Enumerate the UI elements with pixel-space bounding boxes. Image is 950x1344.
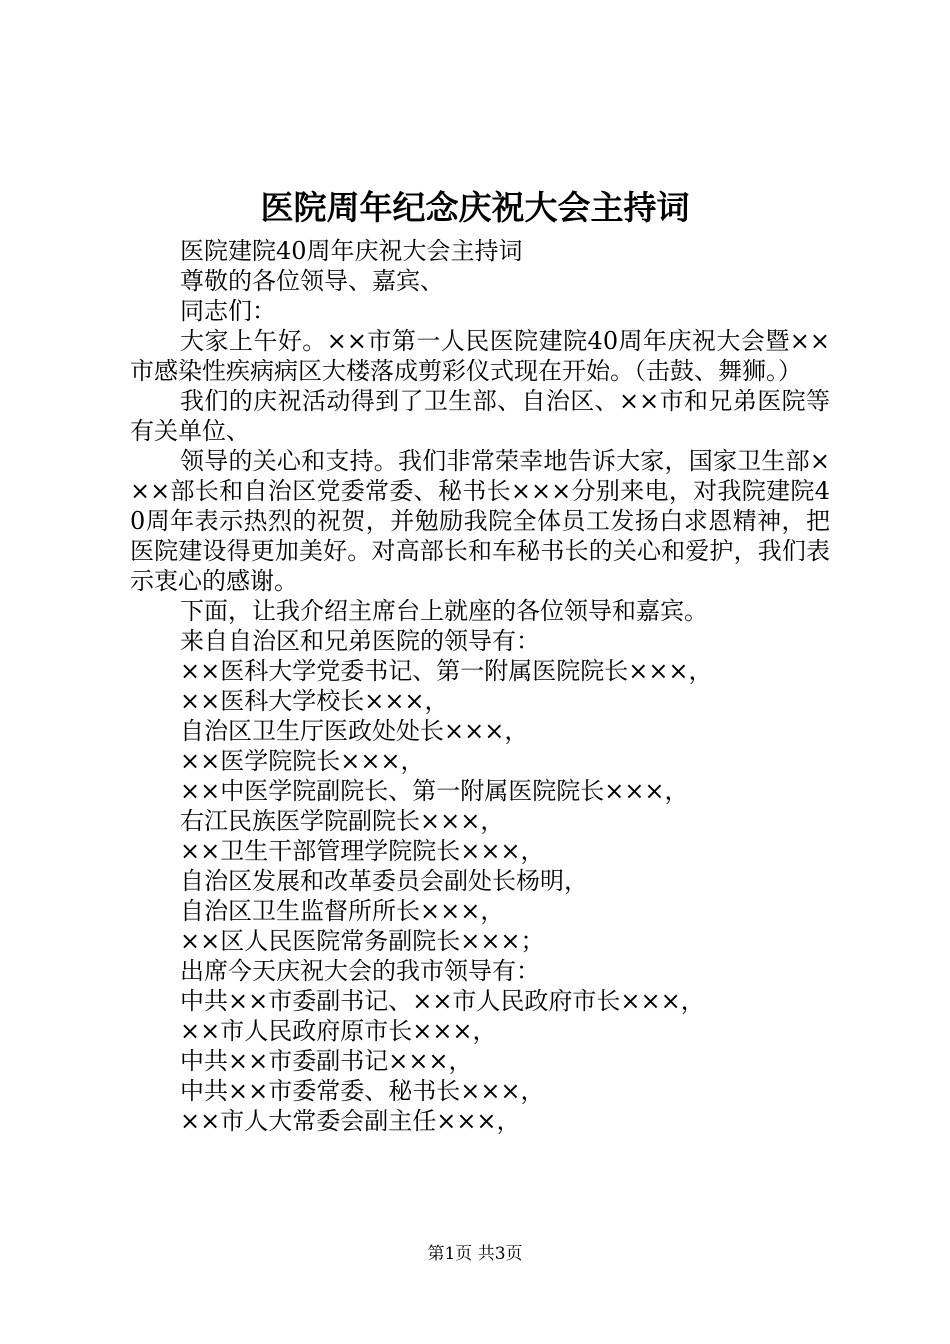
- paragraph: ××中医学院副院长、第一附属医院院长×××，: [180, 777, 689, 805]
- paragraph: ××市人大常委会副主任×××，: [180, 1107, 521, 1135]
- paragraph: 自治区发展和改革委员会副处长杨明，: [180, 867, 588, 895]
- document-title: 医院周年纪念庆祝大会主持词: [260, 188, 690, 227]
- paragraph: 我们的庆祝活动得到了卫生部、自治区、××市和兄弟医院等有关单位、: [130, 387, 830, 445]
- paragraph: ××区人民医院常务副院长×××；: [180, 927, 545, 955]
- paragraph: ××医学院院长×××，: [180, 747, 425, 775]
- paragraph: 来自自治区和兄弟医院的领导有：: [180, 627, 540, 655]
- paragraph: ××市人民政府原市长×××，: [180, 1017, 497, 1045]
- paragraph: 右江民族医学院副院长×××，: [180, 807, 505, 835]
- paragraph: 同志们：: [180, 297, 276, 325]
- paragraph: 尊敬的各位领导、嘉宾、: [180, 267, 444, 295]
- page-number: 第1页 共3页: [427, 1244, 523, 1264]
- paragraph: ××卫生干部管理学院院长×××，: [180, 837, 545, 865]
- paragraph: 中共××市委副书记×××，: [180, 1047, 473, 1075]
- paragraph: 领导的关心和支持。我们非常荣幸地告诉大家，国家卫生部×××部长和自治区党委常委、秘书长×××分别来电，对我院建院40周年表示热烈的祝贺，并勉励我院全体员工发扬白求恩精神，把医院建设得更加美好。对高部长和车秘书长的关心和爱护，我们表示衷心的感谢。: [130, 447, 830, 595]
- paragraph: 出席今天庆祝大会的我市领导有：: [180, 957, 540, 985]
- paragraph: 自治区卫生厅医政处处长×××，: [180, 717, 529, 745]
- paragraph: 大家上午好。××市第一人民医院建院40周年庆祝大会暨××市感染性疾病病区大楼落成剪彩仪式现在开始。（击鼓、舞狮。）: [130, 327, 830, 385]
- paragraph: 自治区卫生监督所所长×××，: [180, 897, 505, 925]
- paragraph: 中共××市委副书记、××市人民政府市长×××，: [180, 987, 705, 1015]
- paragraph: ××医科大学党委书记、第一附属医院院长×××，: [180, 657, 713, 685]
- paragraph: ××医科大学校长×××，: [180, 687, 449, 715]
- paragraph: 医院建院40周年庆祝大会主持词: [180, 237, 523, 265]
- document-body: [130, 236, 830, 1136]
- paragraph: 中共××市委常委、秘书长×××，: [180, 1077, 545, 1105]
- paragraph: 下面，让我介绍主席台上就座的各位领导和嘉宾。: [180, 597, 708, 625]
